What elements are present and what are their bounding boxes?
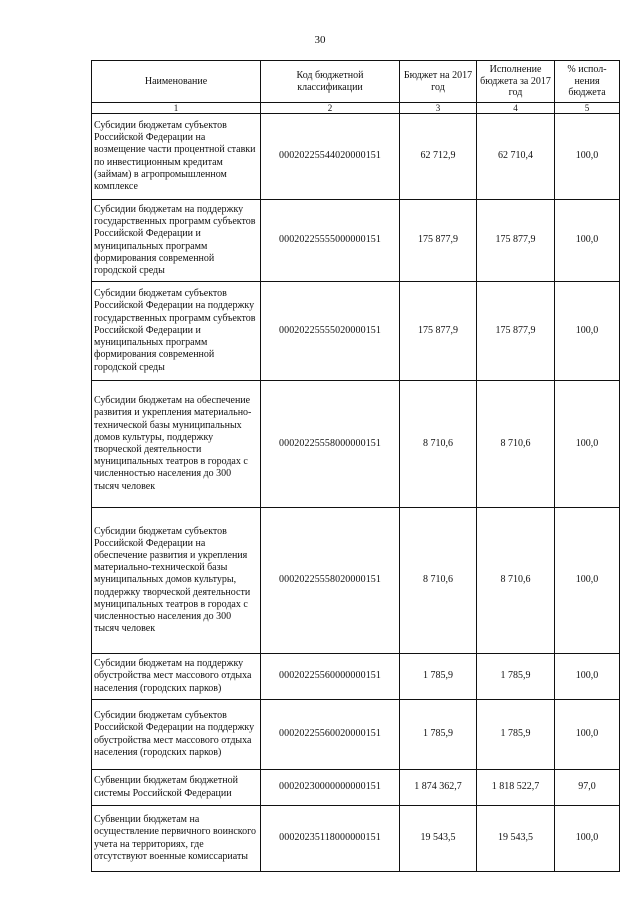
row-budget: 8 710,6 [400,508,477,654]
row-budget: 1 874 362,7 [400,770,477,806]
row-code: 00020235118000000151 [261,806,400,872]
row-budget: 175 877,9 [400,282,477,381]
row-name: Субсидии бюджетам субъектов Российской Федерации на поддержку государственных программ субъектов Российской Федерации и муниципальных программ формирования современной городской среды [92,282,261,381]
header-code: Код бюджетной классификации [261,61,400,103]
table-row [92,508,620,654]
header-percent: % испол-нения бюджета [555,61,620,103]
table-row [92,282,620,381]
row-execution: 8 710,6 [477,381,555,508]
row-execution: 175 877,9 [477,200,555,282]
table-row [92,381,620,508]
row-name: Субсидии бюджетам на поддержку обустройства мест массового отдыха населения (городских парков) [92,654,261,700]
column-number: 4 [477,103,555,114]
row-percent: 100,0 [555,700,620,770]
row-percent: 100,0 [555,282,620,381]
row-code: 00020230000000000151 [261,770,400,806]
row-budget: 62 712,9 [400,114,477,200]
row-name: Субвенции бюджетам на осуществление первичного воинского учета на территориях, где отсутствуют военные комиссариаты [92,806,261,872]
row-name: Субсидии бюджетам субъектов Российской Федерации на возмещение части процентной ставки по инвестиционным кредитам (займам) в агропромышленном комплексе [92,114,261,200]
table-row [92,806,620,872]
row-code: 00020225558000000151 [261,381,400,508]
row-execution: 19 543,5 [477,806,555,872]
table-row [92,700,620,770]
row-code: 00020225560020000151 [261,700,400,770]
budget-execution-table [91,60,620,872]
table-row [92,200,620,282]
row-percent: 100,0 [555,200,620,282]
row-name: Субсидии бюджетам на обеспечение развития и укрепления материально-технической базы муниципальных домов культуры, поддержку творческой деятельности муниципальных театров в городах с численностью населения до 300 тысяч человек [92,381,261,508]
header-execution: Исполнение бюджета за 2017 год [477,61,555,103]
row-code: 00020225544020000151 [261,114,400,200]
row-budget: 1 785,9 [400,700,477,770]
row-execution: 1 818 522,7 [477,770,555,806]
row-percent: 97,0 [555,770,620,806]
row-percent: 100,0 [555,806,620,872]
header-name: Наименование [92,61,261,103]
table-row [92,770,620,806]
row-percent: 100,0 [555,508,620,654]
table-row [92,114,620,200]
row-budget: 19 543,5 [400,806,477,872]
row-name: Субсидии бюджетам на поддержку государственных программ субъектов Российской Федерации и муниципальных программ формирования современной городской среды [92,200,261,282]
row-execution: 1 785,9 [477,700,555,770]
row-execution: 175 877,9 [477,282,555,381]
column-number: 5 [555,103,620,114]
row-code: 00020225560000000151 [261,654,400,700]
column-number-row [92,103,620,114]
row-code: 00020225555020000151 [261,282,400,381]
row-name: Субсидии бюджетам субъектов Российской Федерации на обеспечение развития и укрепления материально-технической базы муниципальных домов культуры, поддержку творческой деятельности муниципальных театров в городах с численностью населения до 300 тысяч человек [92,508,261,654]
column-number: 3 [400,103,477,114]
column-number: 1 [92,103,261,114]
row-percent: 100,0 [555,654,620,700]
row-budget: 1 785,9 [400,654,477,700]
header-budget: Бюджет на 2017 год [400,61,477,103]
row-execution: 8 710,6 [477,508,555,654]
row-budget: 8 710,6 [400,381,477,508]
row-code: 00020225555000000151 [261,200,400,282]
row-percent: 100,0 [555,381,620,508]
column-number: 2 [261,103,400,114]
row-name: Субсидии бюджетам субъектов Российской Федерации на поддержку обустройства мест массового отдыха населения (городских парков) [92,700,261,770]
table-row [92,654,620,700]
page-number: 30 [314,34,326,46]
table-header-row [92,61,620,103]
row-name: Субвенции бюджетам бюджетной системы Российской Федерации [92,770,261,806]
row-budget: 175 877,9 [400,200,477,282]
row-percent: 100,0 [555,114,620,200]
row-execution: 62 710,4 [477,114,555,200]
row-code: 00020225558020000151 [261,508,400,654]
row-execution: 1 785,9 [477,654,555,700]
